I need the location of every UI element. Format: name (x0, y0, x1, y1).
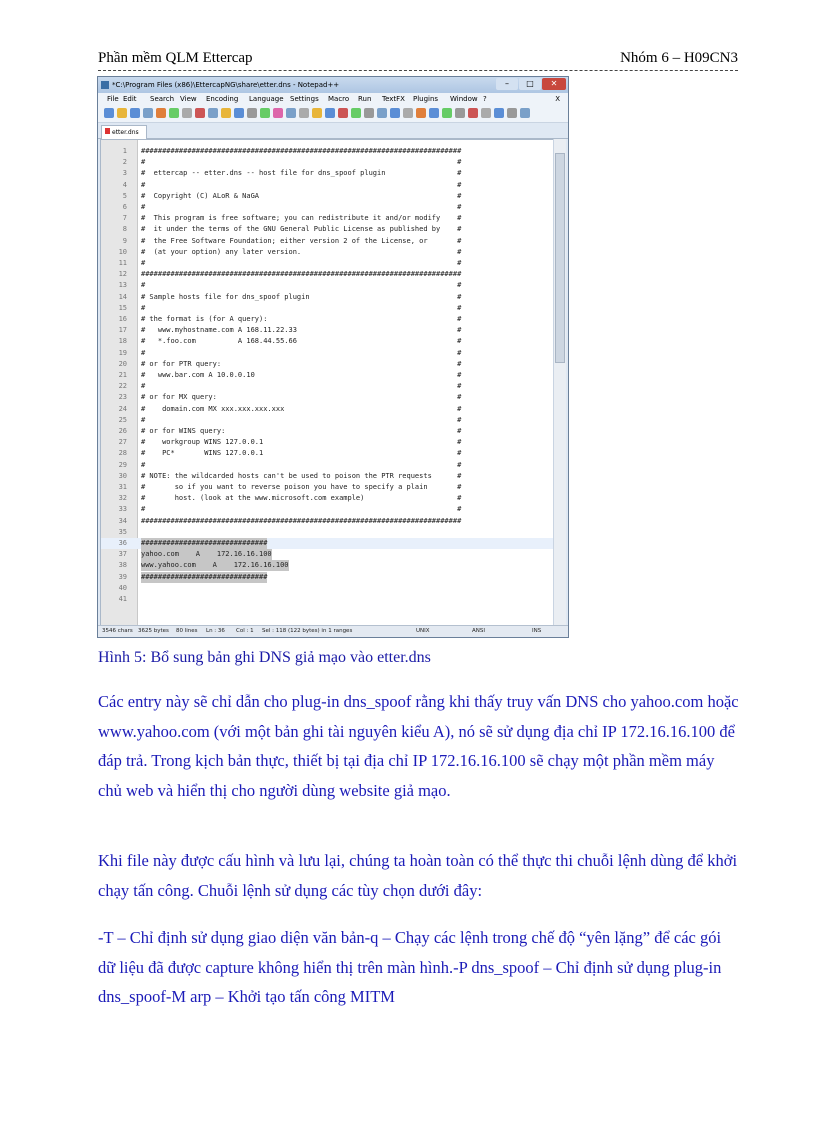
code-line (101, 527, 555, 538)
toolbar-button-icon[interactable] (429, 108, 439, 118)
menu-bar (98, 93, 568, 105)
line-text: # Sample hosts file for dns_spoof plugin # (141, 292, 462, 301)
line-text: # # (141, 180, 462, 189)
code-line (101, 516, 555, 527)
code-line (101, 594, 555, 605)
status-bar (98, 625, 568, 637)
code-line (101, 538, 555, 549)
code-line (101, 336, 555, 347)
code-line (101, 583, 555, 594)
toolbar-button-icon[interactable] (377, 108, 387, 118)
line-number: 11 (118, 259, 127, 267)
line-text: ############################## (141, 539, 268, 547)
menu-item-run[interactable]: Run (358, 95, 372, 103)
paragraph-2: Khi file này được cấu hình và lưu lại, chúng ta hoàn toàn có thể thực thi chuỗi lệnh dùng để khởi chạy tấn công. Chuỗi lệnh sử dụng các tùy chọn dưới đây: (98, 851, 738, 900)
toolbar-button-icon[interactable] (273, 108, 283, 118)
line-text: # # (141, 281, 462, 290)
code-line (101, 460, 555, 471)
line-number: 20 (118, 359, 127, 368)
status-lines: 80 lines (176, 628, 198, 634)
toolbar-button-icon[interactable] (507, 108, 517, 118)
line-number: 28 (118, 449, 127, 458)
toolbar-button-icon[interactable] (104, 108, 114, 118)
close-button[interactable]: ✕ (542, 78, 566, 90)
line-number: 12 (118, 270, 127, 279)
toolbar-button-icon[interactable] (234, 108, 244, 118)
menu-item-q[interactable]: ? (483, 95, 487, 103)
line-number: 2 (122, 158, 127, 167)
code-line (101, 280, 555, 291)
line-number: 38 (118, 561, 127, 570)
line-number: 16 (118, 315, 127, 323)
code-line (101, 437, 555, 448)
line-number: 19 (118, 348, 127, 357)
menu-item-plugins[interactable]: Plugins (413, 95, 439, 103)
toolbar-button-icon[interactable] (169, 108, 179, 118)
toolbar-button-icon[interactable] (494, 108, 504, 118)
menu-item-view[interactable]: View (180, 95, 197, 103)
line-number: 21 (118, 371, 127, 379)
line-text: # host. (look at the www.microsoft.com example) # (141, 494, 462, 503)
line-number: 29 (118, 460, 127, 469)
code-line (101, 202, 555, 213)
tab-label: etter.dns (112, 129, 139, 136)
line-number: 30 (118, 471, 127, 480)
line-number: 15 (118, 303, 127, 312)
toolbar-button-icon[interactable] (481, 108, 491, 118)
line-number: 37 (118, 550, 127, 559)
line-text: # # (141, 203, 462, 211)
line-number: 24 (118, 404, 127, 413)
code-line (101, 560, 555, 571)
toolbar-button-icon[interactable] (117, 108, 127, 118)
line-text: # # (141, 460, 462, 469)
status-col: Col : 1 (236, 628, 254, 634)
toolbar-button-icon[interactable] (338, 108, 348, 118)
code-line (101, 292, 555, 303)
code-line (101, 168, 555, 179)
toolbar-button-icon[interactable] (260, 108, 270, 118)
line-number: 5 (122, 191, 127, 200)
line-text: ############################## (141, 572, 268, 581)
maximize-button[interactable]: □ (519, 78, 541, 90)
status-bytes: 3625 bytes (138, 628, 169, 634)
code-line (101, 191, 555, 202)
toolbar-button-icon[interactable] (416, 108, 426, 118)
status-sel: Sel : 118 (122 bytes) in 1 ranges (262, 628, 353, 634)
code-line (101, 493, 555, 504)
notepad-screenshot (97, 76, 569, 638)
code-line (101, 269, 555, 280)
status-ln: Ln : 36 (206, 628, 225, 634)
line-text: ############################################################################ (141, 147, 462, 155)
line-text: # (at your option) any later version. # (141, 247, 462, 256)
toolbar-button-icon[interactable] (247, 108, 257, 118)
line-text: # ettercap -- etter.dns -- host file for dns_spoof plugin # (141, 169, 462, 178)
status-eol: UNIX (416, 628, 430, 634)
line-text: # # (141, 382, 462, 391)
code-line (101, 572, 555, 583)
code-line (101, 314, 555, 325)
menu-item-language[interactable]: Language (249, 95, 284, 103)
toolbar-button-icon[interactable] (442, 108, 452, 118)
line-number: 17 (118, 326, 127, 335)
line-number: 18 (118, 337, 127, 346)
menu-item-macro[interactable]: Macro (328, 95, 350, 103)
line-number: 27 (118, 438, 127, 447)
line-text: # www.myhostname.com A 168.11.22.33 # (141, 326, 462, 335)
menu-item-textfx[interactable]: TextFX (382, 95, 405, 103)
line-text: # # (141, 348, 462, 357)
code-line (101, 157, 555, 168)
code-line (101, 325, 555, 336)
line-text: # This program is free software; you can redistribute it and/or modify # (141, 214, 462, 223)
menu-item-encoding[interactable]: Encoding (206, 95, 239, 103)
toolbar-button-icon[interactable] (195, 108, 205, 118)
figure-caption: Hình 5: Bổ sung bản ghi DNS giả mạo vào etter.dns (98, 649, 431, 666)
code-line (101, 404, 555, 415)
line-text: # www.bar.com A 10.0.0.10 # (141, 371, 462, 379)
paragraph-1: Các entry này sẽ chỉ dẫn cho plug-in dns_spoof rằng khi thấy truy vấn DNS cho yahoo.com hoặc www.yahoo.com (với một bản ghi tài nguyên kiểu A), nó sẽ sử dụng địa chỉ IP 172.16.16.100 để đáp trả. Trong kịch bản thực, thiết bị tại địa chỉ IP 172.16.16.100 sẽ chạy một phần mềm máy chủ web và hiển thị cho người dùng website giả mạo. (98, 692, 739, 800)
code-line (101, 247, 555, 258)
toolbar-button-icon[interactable] (390, 108, 400, 118)
toolbar-button-icon[interactable] (286, 108, 296, 118)
line-text: # Copyright (C) ALoR & NaGA # (141, 191, 462, 200)
code-line (101, 482, 555, 493)
tab-bar (98, 123, 568, 139)
header-right: Nhóm 6 – H09CN3 (620, 50, 738, 66)
line-text: www.yahoo.com A 172.16.16.100 (141, 561, 289, 570)
status-encoding: ANSI (472, 628, 485, 634)
line-number: 9 (122, 236, 127, 245)
menu-item-search[interactable]: Search (150, 95, 175, 103)
line-number: 3 (122, 169, 127, 178)
code-line (101, 303, 555, 314)
line-text: ############################################################################ (141, 516, 462, 525)
menu-item-window[interactable]: Window (450, 95, 478, 103)
line-text: # the format is (for A query): # (141, 315, 462, 323)
code-line (101, 180, 555, 191)
toolbar-button-icon[interactable] (299, 108, 309, 118)
toolbar-button-icon[interactable] (468, 108, 478, 118)
line-text: # NOTE: the wildcarded hosts can't be used to poison the PTR requests # (141, 471, 462, 480)
toolbar-button-icon[interactable] (520, 108, 530, 118)
toolbar-button-icon[interactable] (221, 108, 231, 118)
toolbar-button-icon[interactable] (182, 108, 192, 118)
line-text: # the Free Software Foundation; either version 2 of the License, or # (141, 236, 462, 245)
line-text: # # (141, 158, 462, 167)
code-line (101, 504, 555, 515)
menu-close-doc[interactable]: X (555, 95, 560, 103)
line-number: 14 (118, 292, 127, 301)
code-line (101, 146, 555, 157)
code-line (101, 348, 555, 359)
line-text: # # (141, 303, 462, 312)
code-line (101, 415, 555, 426)
line-text: # PC* WINS 127.0.0.1 # (141, 449, 462, 458)
toolbar-button-icon[interactable] (455, 108, 465, 118)
line-number: 8 (122, 225, 127, 234)
status-mode: INS (532, 628, 542, 634)
line-number: 41 (118, 595, 127, 603)
line-text: # so if you want to reverse poison you have to specify a plain # (141, 483, 462, 491)
line-text: # *.foo.com A 168.44.55.66 # (141, 337, 462, 346)
line-text: # or for WINS query: # (141, 427, 462, 435)
code-line (101, 258, 555, 269)
toolbar-button-icon[interactable] (351, 108, 361, 118)
menu-item-file[interactable]: File (107, 95, 119, 103)
line-number: 40 (118, 583, 127, 592)
code-line (101, 224, 555, 235)
line-number: 6 (122, 203, 127, 211)
line-number: 36 (118, 539, 127, 547)
code-line (101, 236, 555, 247)
line-text: # # (141, 259, 462, 267)
line-number: 22 (118, 382, 127, 391)
line-text: # # (141, 505, 462, 514)
code-editor[interactable] (100, 139, 556, 629)
line-number: 10 (118, 247, 127, 256)
menu-item-edit[interactable]: Edit (123, 95, 137, 103)
line-text: ############################################################################ (141, 270, 462, 279)
toolbar-button-icon[interactable] (325, 108, 335, 118)
line-number: 25 (118, 415, 127, 424)
code-line (101, 381, 555, 392)
line-text: # it under the terms of the GNU General Public License as published by # (141, 225, 462, 234)
line-text: # or for MX query: # (141, 393, 462, 402)
code-line (101, 471, 555, 482)
toolbar-button-icon[interactable] (130, 108, 140, 118)
window-titlebar (98, 77, 568, 93)
line-number: 4 (122, 180, 127, 189)
code-line (101, 213, 555, 224)
notepad-app-icon (101, 81, 109, 89)
menu-item-settings[interactable]: Settings (290, 95, 319, 103)
line-number: 35 (118, 527, 127, 536)
toolbar-button-icon[interactable] (208, 108, 218, 118)
vertical-scrollbar[interactable] (553, 139, 566, 627)
code-line (101, 370, 555, 381)
code-line (101, 426, 555, 437)
tab-etter-dns[interactable] (101, 125, 147, 139)
toolbar-button-icon[interactable] (156, 108, 166, 118)
toolbar-button-icon[interactable] (403, 108, 413, 118)
line-number: 7 (122, 214, 127, 223)
line-number: 39 (118, 572, 127, 581)
line-number: 32 (118, 494, 127, 503)
line-text: yahoo.com A 172.16.16.100 (141, 550, 272, 559)
line-number: 26 (118, 427, 127, 435)
line-number: 31 (118, 483, 127, 491)
line-text: # domain.com MX xxx.xxx.xxx.xxx # (141, 404, 462, 413)
line-number: 13 (118, 281, 127, 290)
toolbar (98, 105, 568, 123)
line-text: # workgroup WINS 127.0.0.1 # (141, 438, 462, 447)
scrollbar-thumb[interactable] (555, 153, 565, 363)
window-title: *C:\Program Files (x86)\EttercapNG\share\etter.dns - Notepad++ (112, 81, 340, 89)
line-number: 1 (122, 147, 127, 155)
toolbar-button-icon[interactable] (312, 108, 322, 118)
status-chars: 3546 chars (102, 628, 133, 634)
line-text: # # (141, 415, 462, 424)
minimize-button[interactable]: – (496, 78, 518, 90)
header-left: Phần mềm QLM Ettercap (98, 50, 253, 66)
page-header (98, 48, 738, 71)
toolbar-button-icon[interactable] (143, 108, 153, 118)
code-line (101, 359, 555, 370)
modified-file-icon (105, 128, 110, 134)
line-number: 23 (118, 393, 127, 402)
toolbar-button-icon[interactable] (364, 108, 374, 118)
code-line (101, 392, 555, 403)
line-number: 33 (118, 505, 127, 514)
code-line (101, 448, 555, 459)
paragraph-3: -T – Chỉ định sử dụng giao diện văn bản-q – Chạy các lệnh trong chế độ “yên lặng” để các gói dữ liệu đã được capture không hiển thị trên màn hình.-P dns_spoof – Chỉ định sử dụng plug-in dns_spoof-M arp – Khởi tạo tấn công MITM (98, 928, 722, 1006)
code-line (101, 549, 555, 560)
line-text: # or for PTR query: # (141, 359, 462, 368)
line-number: 34 (118, 516, 127, 525)
